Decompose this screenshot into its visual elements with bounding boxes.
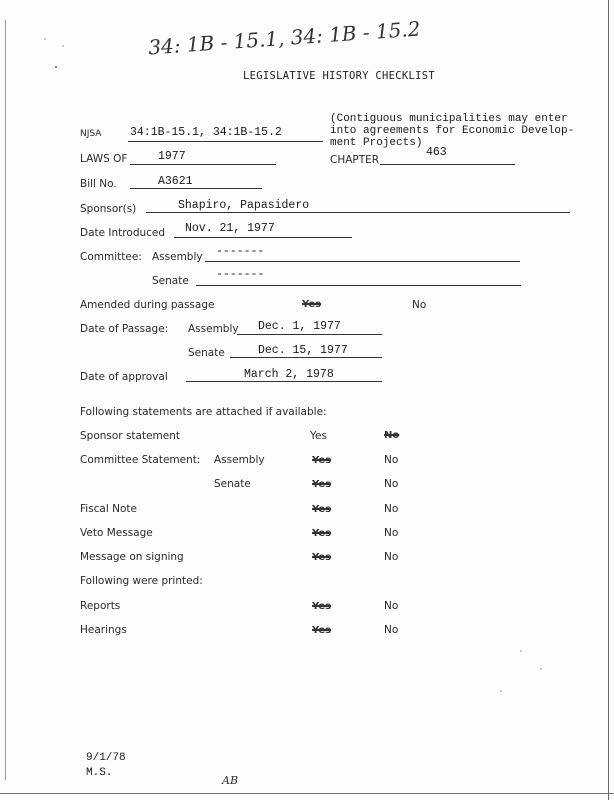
date-introduced-value: Nov. 21, 1977 (185, 222, 275, 235)
committee-senate-yes-struck: Yes (312, 479, 332, 490)
reports-no: No (384, 600, 399, 612)
sponsors-label: Sponsor(s) (80, 203, 137, 215)
message-on-signing-no: No (384, 551, 399, 563)
scan-speck (44, 38, 46, 40)
scan-speck (520, 650, 522, 652)
amended-no: No (412, 299, 427, 311)
passage-senate-label: Senate (188, 347, 225, 359)
committee-assembly-yes-struck: Yes (312, 455, 332, 466)
sponsors-underline (146, 212, 570, 213)
veto-message-no: No (384, 527, 399, 539)
chapter-value: 463 (426, 146, 447, 159)
chapter-underline (380, 164, 515, 165)
committee-statement-senate-label: Senate (214, 478, 251, 490)
date-introduced-label: Date Introduced (80, 227, 166, 239)
committee-statement-label: Committee Statement: (80, 454, 201, 466)
laws-of-value: 1977 (158, 150, 186, 163)
fiscal-note-yes-struck: Yes (312, 504, 332, 515)
scan-speck (55, 66, 57, 68)
committee-statement-assembly-label: Assembly (214, 454, 265, 466)
footer-date: 9/1/78 (86, 752, 126, 764)
veto-message-yes-struck: Yes (312, 528, 332, 539)
amended-yes-struck: Yes (302, 299, 322, 310)
statements-heading: Following statements are attached if available: (80, 406, 327, 418)
njsa-value: 34:1B-15.1, 34:1B-15.2 (130, 126, 282, 139)
committee-senate-underline (196, 285, 521, 286)
committee-assembly-label: Assembly (152, 251, 203, 263)
passage-assembly-underline (237, 334, 382, 335)
passage-senate-underline (230, 357, 382, 358)
right-scan-edge (608, 0, 609, 800)
committee-assembly-no: No (384, 454, 399, 466)
hearings-label: Hearings (80, 624, 127, 636)
bill-no-label: Bill No. (80, 178, 117, 190)
committee-assembly-value: ------- (216, 245, 265, 258)
page-title: LEGISLATIVE HISTORY CHECKLIST (243, 70, 436, 82)
date-of-approval-value: March 2, 1978 (244, 368, 334, 381)
fiscal-note-no: No (384, 503, 399, 515)
chapter-label: CHAPTER (330, 154, 380, 166)
committee-senate-value: ------- (216, 268, 265, 281)
message-on-signing-label: Message on signing (80, 551, 184, 563)
printed-heading: Following were printed: (80, 575, 203, 587)
left-scan-edge (5, 20, 6, 780)
passage-assembly-label: Assembly (188, 323, 239, 335)
footer-handwritten-initials: AB (222, 774, 239, 787)
sponsor-statement-yes: Yes (310, 430, 327, 442)
laws-of-label: LAWS OF (80, 153, 128, 165)
committee-senate-no: No (384, 478, 399, 490)
hearings-yes-struck: Yes (312, 625, 332, 636)
reports-yes-struck: Yes (312, 601, 332, 612)
note-line-3: ment Projects) (330, 137, 423, 149)
message-on-signing-yes-struck: Yes (312, 552, 332, 563)
committee-senate-label: Senate (152, 275, 189, 287)
bill-no-value: A3621 (158, 175, 193, 188)
laws-of-underline (130, 164, 276, 165)
bill-no-underline (130, 188, 262, 189)
committee-label: Committee: (80, 251, 142, 263)
sponsor-statement-label: Sponsor statement (80, 430, 181, 442)
sponsors-value: Shapiro, Papasidero (178, 199, 310, 212)
bottom-scan-edge (0, 793, 614, 794)
date-introduced-underline (174, 237, 352, 238)
handwritten-header: 34: 1B - 15.1, 34: 1B - 15.2 (147, 16, 422, 60)
hearings-no: No (384, 624, 399, 636)
fiscal-note-label: Fiscal Note (80, 503, 137, 515)
sponsor-statement-no-struck: No (384, 430, 400, 441)
note-line-2: into agreements for Economic Develop- (330, 125, 575, 137)
veto-message-label: Veto Message (80, 527, 153, 539)
njsa-label: NJSA (80, 129, 102, 139)
date-of-approval-label: Date of approval (80, 371, 168, 383)
note-line-1: (Contiguous municipalities may enter (330, 113, 568, 125)
date-of-passage-label: Date of Passage: (80, 323, 169, 335)
scan-speck (540, 668, 542, 670)
scan-speck (62, 45, 64, 47)
scan-speck (500, 690, 502, 692)
amended-label: Amended during passage (80, 299, 215, 311)
njsa-underline (128, 141, 323, 142)
reports-label: Reports (80, 600, 121, 612)
passage-senate-value: Dec. 15, 1977 (258, 344, 348, 357)
committee-assembly-underline (205, 261, 520, 262)
date-of-approval-underline (186, 381, 382, 382)
footer-initials: M.S. (86, 767, 113, 779)
passage-assembly-value: Dec. 1, 1977 (258, 320, 341, 333)
